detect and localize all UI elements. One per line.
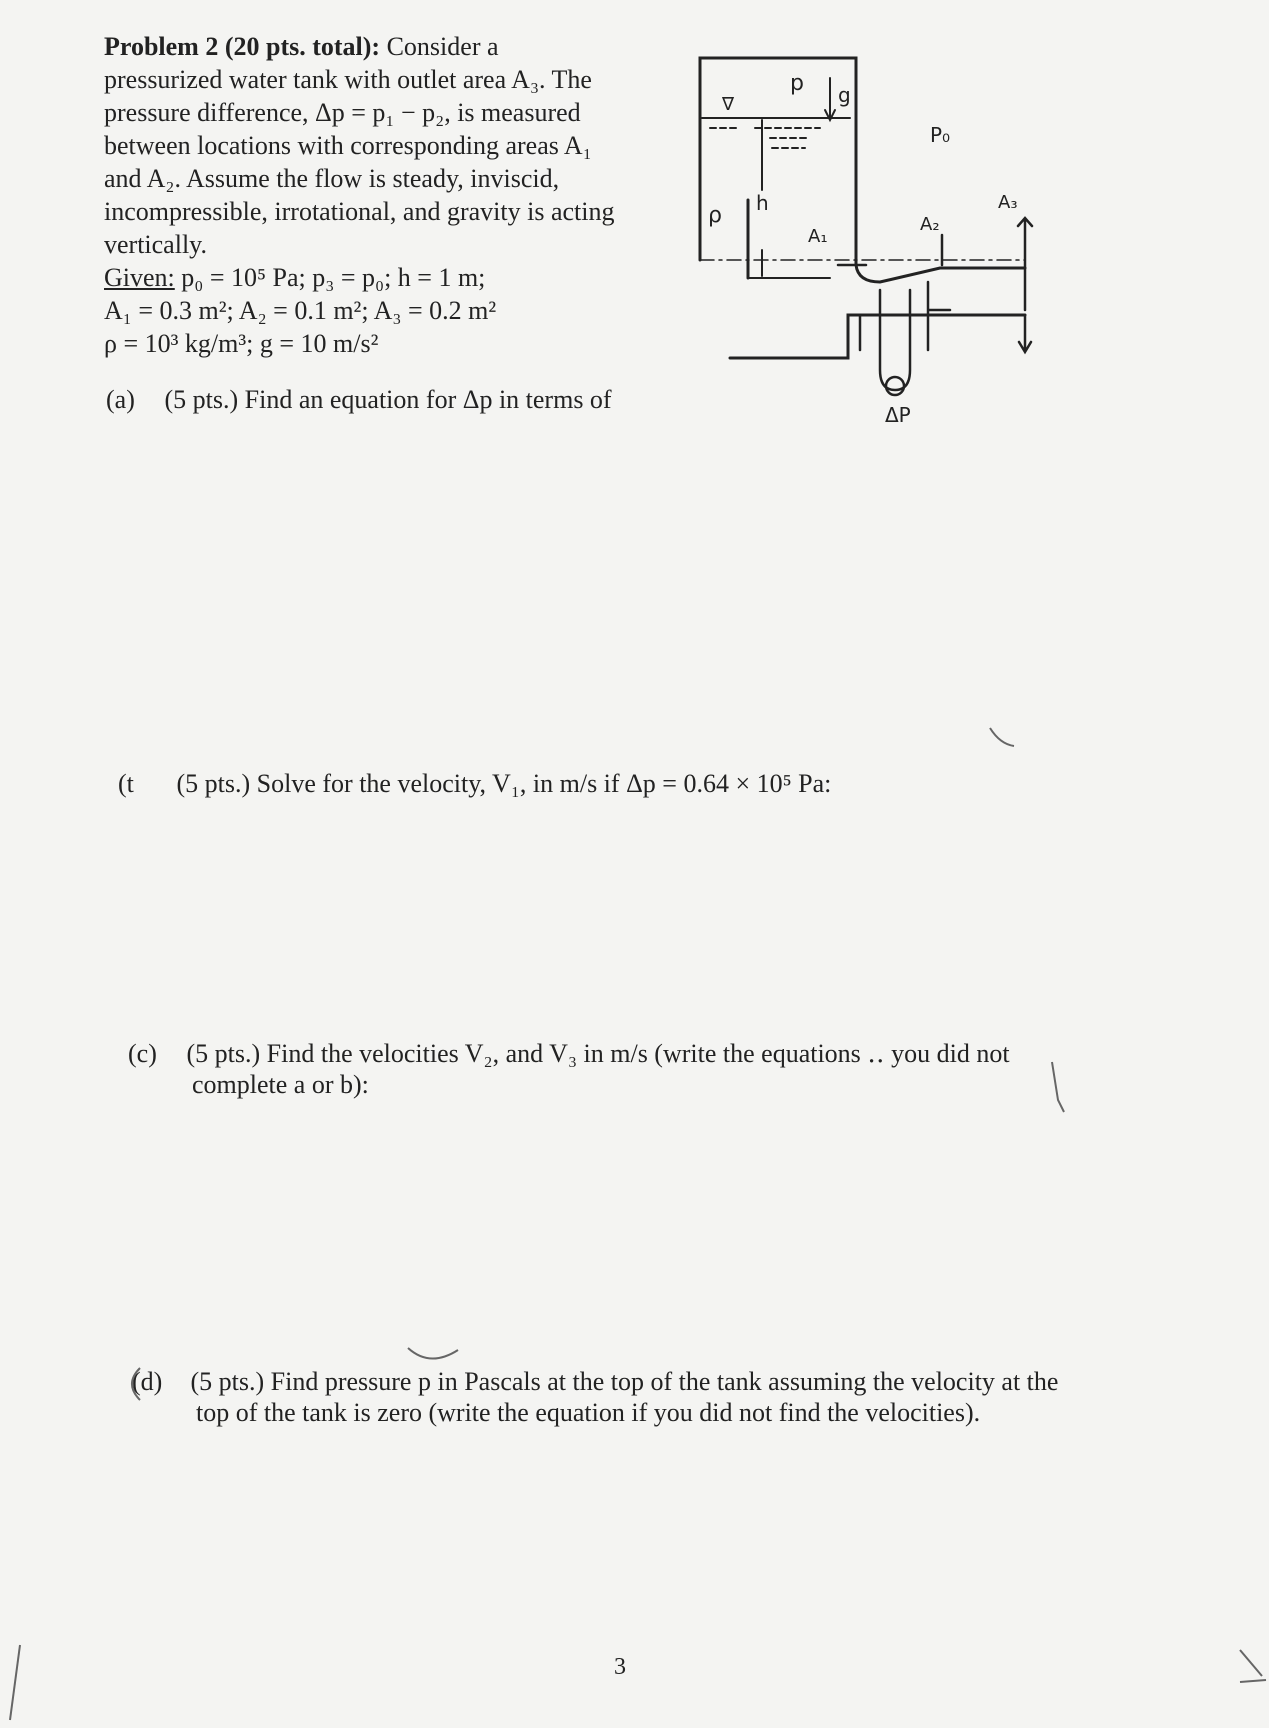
stray-mark-1 xyxy=(990,728,1014,746)
problem-line-1: Problem 2 (20 pts. total): Consider a xyxy=(104,32,499,61)
question-c-mark: (c) xyxy=(128,1039,157,1068)
page-number: 3 xyxy=(614,1654,626,1680)
problem-line-5: and A₂. Assume the flow is steady, inviscid, xyxy=(104,164,560,193)
question-d-text: (5 pts.) Find pressure p in Pascals at the top of the tank assuming the velocity at the xyxy=(190,1367,1059,1396)
given-line-1: Given: p₀ = 10⁵ Pa; p₃ = p₀; h = 1 m; xyxy=(104,263,486,292)
given-line-3: ρ = 10³ kg/m³; g = 10 m/s² xyxy=(104,329,379,358)
problem-line-4: between locations with corresponding areas A₁ xyxy=(104,131,592,160)
question-a-text: (5 pts.) Find an equation for Δp in terms of xyxy=(164,385,612,414)
question-b-text: (5 pts.) Solve for the velocity, V₁, in m/s if Δp = 0.64 × 10⁵ Pa: xyxy=(176,769,832,798)
given-line-2: A₁ = 0.3 m²; A₂ = 0.1 m²; A₃ = 0.2 m² xyxy=(104,296,497,325)
pressure-p-label: p xyxy=(790,71,804,96)
free-surface-symbol: ∇ xyxy=(722,94,735,115)
question-a-mark: (a) xyxy=(106,385,135,414)
problem-heading: Problem 2 (20 pts. total): xyxy=(104,32,381,61)
stray-mark-4 xyxy=(10,1645,20,1720)
delta-p-label: ΔP xyxy=(885,403,911,427)
stray-mark-5 xyxy=(1240,1650,1266,1682)
stray-mark-2 xyxy=(1052,1062,1064,1112)
area-a1-label: A₁ xyxy=(808,226,828,247)
question-d-text-2: top of the tank is zero (write the equation if you did not find the velocities). xyxy=(196,1398,981,1427)
problem-line-3: pressure difference, Δp = p₁ − p₂, is measured xyxy=(104,98,581,127)
area-a2-label: A₂ xyxy=(920,214,940,235)
problem-line-2: pressurized water tank with outlet area A₃. The xyxy=(104,65,592,94)
gravity-g-label: g xyxy=(838,83,851,107)
stray-mark-3 xyxy=(408,1348,458,1359)
question-b-mark: (t xyxy=(118,769,134,798)
height-h-label: h xyxy=(756,191,769,215)
question-d-mark: (d) xyxy=(132,1367,163,1396)
problem-line-7: vertically. xyxy=(104,230,207,259)
question-c-text: (5 pts.) Find the velocities V₂, and V₃ in m/s (write the equations ‥ you did not xyxy=(186,1039,1010,1068)
area-a3-label: A₃ xyxy=(998,192,1018,213)
given-label: Given: xyxy=(104,263,175,292)
problem-line-6: incompressible, irrotational, and gravity is acting xyxy=(104,197,615,226)
question-c-text-2: complete a or b): xyxy=(192,1070,369,1099)
question-d-circle xyxy=(132,1368,140,1400)
density-rho-label: ρ xyxy=(708,203,722,228)
ambient-p0-label: P₀ xyxy=(930,123,951,147)
